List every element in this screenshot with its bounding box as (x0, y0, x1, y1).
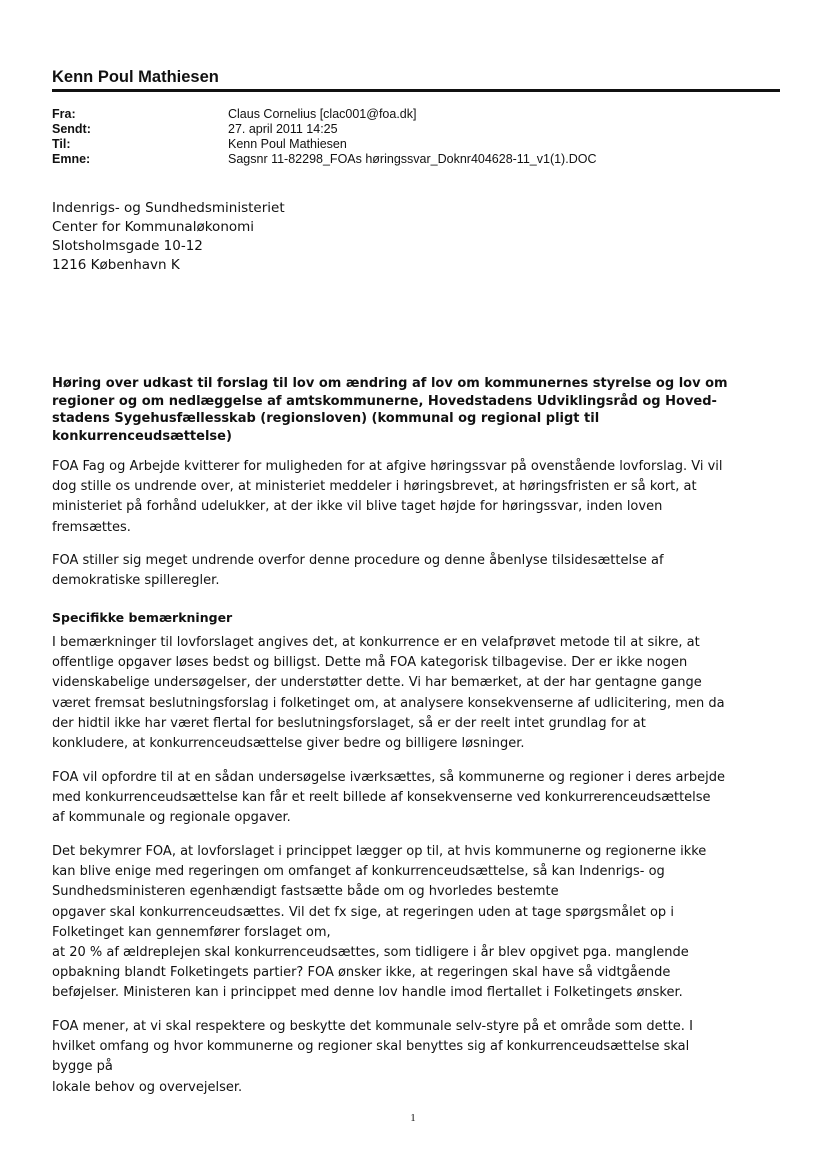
paragraph-line: opbakning blandt Folketingets partier? FOA ønsker ikke, at regeringen skal have så vidtgående (52, 965, 671, 981)
paragraph-line: der hidtil ikke har været flertal for beslutningsforslaget, så er der reelt intet grundlag for at (52, 715, 646, 731)
email-header-label: Sendt: (52, 122, 91, 136)
paragraph-investigation (52, 768, 782, 829)
paragraph-line: demokratiske spilleregler. (52, 573, 220, 589)
paragraph-procedure (52, 551, 782, 591)
email-header-value: 27. april 2011 14:25 (228, 122, 338, 136)
paragraph-line: offentlige opgaver løses bedst og billigst. Dette må FOA kategorisk tilbagevise. Der er ikke nogen (52, 655, 688, 671)
paragraph-competition (52, 633, 782, 754)
address-line: Center for Kommunaløkonomi (52, 219, 255, 235)
document-title (52, 375, 782, 445)
paragraph-line: fremsættes. (52, 519, 131, 535)
paragraph-line: FOA mener, at vi skal respektere og beskytte det kommunale selv-styre på et område som dette. I (52, 1019, 693, 1034)
page-number: 1 (410, 1112, 416, 1124)
paragraph-line: ministeriet på forhånd udelukker, at der ikke vil blive taget højde for høringssvar, inden loven (52, 499, 663, 515)
email-header-label: Til: (52, 137, 71, 151)
paragraph-line: Folketinget kan gennemfører forslaget om, (52, 924, 331, 940)
section-heading: Specifikke bemærkninger (52, 610, 233, 625)
title-line: stadens Sygehusfællesskab (regionsloven) (kommunal og regional pligt til (52, 411, 600, 426)
email-header-value: Kenn Poul Mathiesen (228, 137, 347, 151)
paragraph-line: dog stille os undrende over, at ministeriet meddeler i høringsbrevet, at høringsfristen er så kort, at (52, 479, 697, 495)
paragraph-line: konkludere, at konkurrenceudsættelse giver bedre og billigere løsninger. (52, 736, 525, 752)
paragraph-line: af kommunale og regionale opgaver. (52, 810, 291, 826)
paragraph-line: lokale behov og overvejelser. (52, 1079, 243, 1095)
address-line: Indenrigs- og Sundhedsministeriet (52, 200, 285, 216)
paragraph-line: FOA vil opfordre til at en sådan undersøgelse iværksættes, så kommunerne og regioner i deres arbejde (52, 770, 725, 785)
paragraph-line: kan blive enige med regeringen om omfanget af konkurrenceudsættelse, så kan Indenrigs- og (52, 864, 665, 880)
paragraph-line: hvilket omfang og hvor kommunerne og regioner skal benyttes sig af konkurrenceudsættelse skal (52, 1039, 690, 1055)
title-line: Høring over udkast til forslag til lov om ændring af lov om kommunernes styrelse og lov om (52, 376, 728, 391)
paragraph-line: været fremsat beslutningsforslag i folketinget om, at analysere konsekvenserne af udlicitering, men da (52, 695, 725, 711)
paragraph-line: at 20 % af ældreplejen skal konkurrenceudsættes, som tidligere i år blev opgivet pga. manglende (52, 945, 689, 961)
email-header-label: Fra: (52, 107, 76, 121)
paragraph-line: FOA Fag og Arbejde kvitterer for muligheden for at afgive høringssvar på ovenstående lovforslag. Vi vil (52, 459, 723, 474)
paragraph-self-governance (52, 1017, 782, 1098)
email-header-value: Claus Cornelius [clac001@foa.dk] (228, 107, 417, 121)
paragraph-line: FOA stiller sig meget undrende overfor denne procedure og denne åbenlyse tilsidesættelse af (52, 553, 664, 568)
email-header-label: Emne: (52, 152, 91, 166)
recipient-address (52, 199, 285, 275)
paragraph-line: Sundhedsministeren egenhændigt fastsætte både om og hvorledes bestemte (52, 884, 559, 900)
paragraph-line: bygge på (52, 1059, 113, 1075)
paragraph-line: opgaver skal konkurrenceudsættes. Vil det fx sige, at regeringen uden at tage spørgsmålet op i (52, 904, 674, 920)
paragraph-line: beføjelser. Ministeren kan i princippet med denne lov handle imod flertallet i Folketingets ønsker. (52, 985, 683, 1001)
title-line: regioner og om nedlæggelse af amtskommunerne, Hovedstadens Udviklingsråd og Hoved- (52, 393, 717, 409)
address-line: 1216 København K (52, 257, 180, 273)
header-rule (52, 89, 780, 92)
title-line: konkurrenceudsættelse) (52, 428, 232, 444)
address-line: Slotsholmsgade 10-12 (52, 238, 203, 254)
paragraph-line: videnskabelige undersøgelser, der understøtter dette. Vi har bemærket, at der har gentagne gange (52, 675, 702, 691)
sender-name: Kenn Poul Mathiesen (52, 68, 219, 86)
paragraph-line: Det bekymrer FOA, at lovforslaget i princippet lægger op til, at hvis kommunerne og regionerne ikke (52, 844, 707, 859)
email-header-value: Sagsnr 11-82298_FOAs høringssvar_Doknr404628-11_v1(1).DOC (228, 152, 597, 166)
paragraph-intro (52, 457, 782, 538)
paragraph-line: med konkurrenceudsættelse kan får et reelt billede af konsekvenserne ved konkurrerenceudsættelse (52, 790, 711, 806)
paragraph-line: I bemærkninger til lovforslaget angives det, at konkurrence er en velafprøvet metode til at sikre, at (52, 635, 700, 650)
paragraph-concern (52, 842, 782, 1004)
